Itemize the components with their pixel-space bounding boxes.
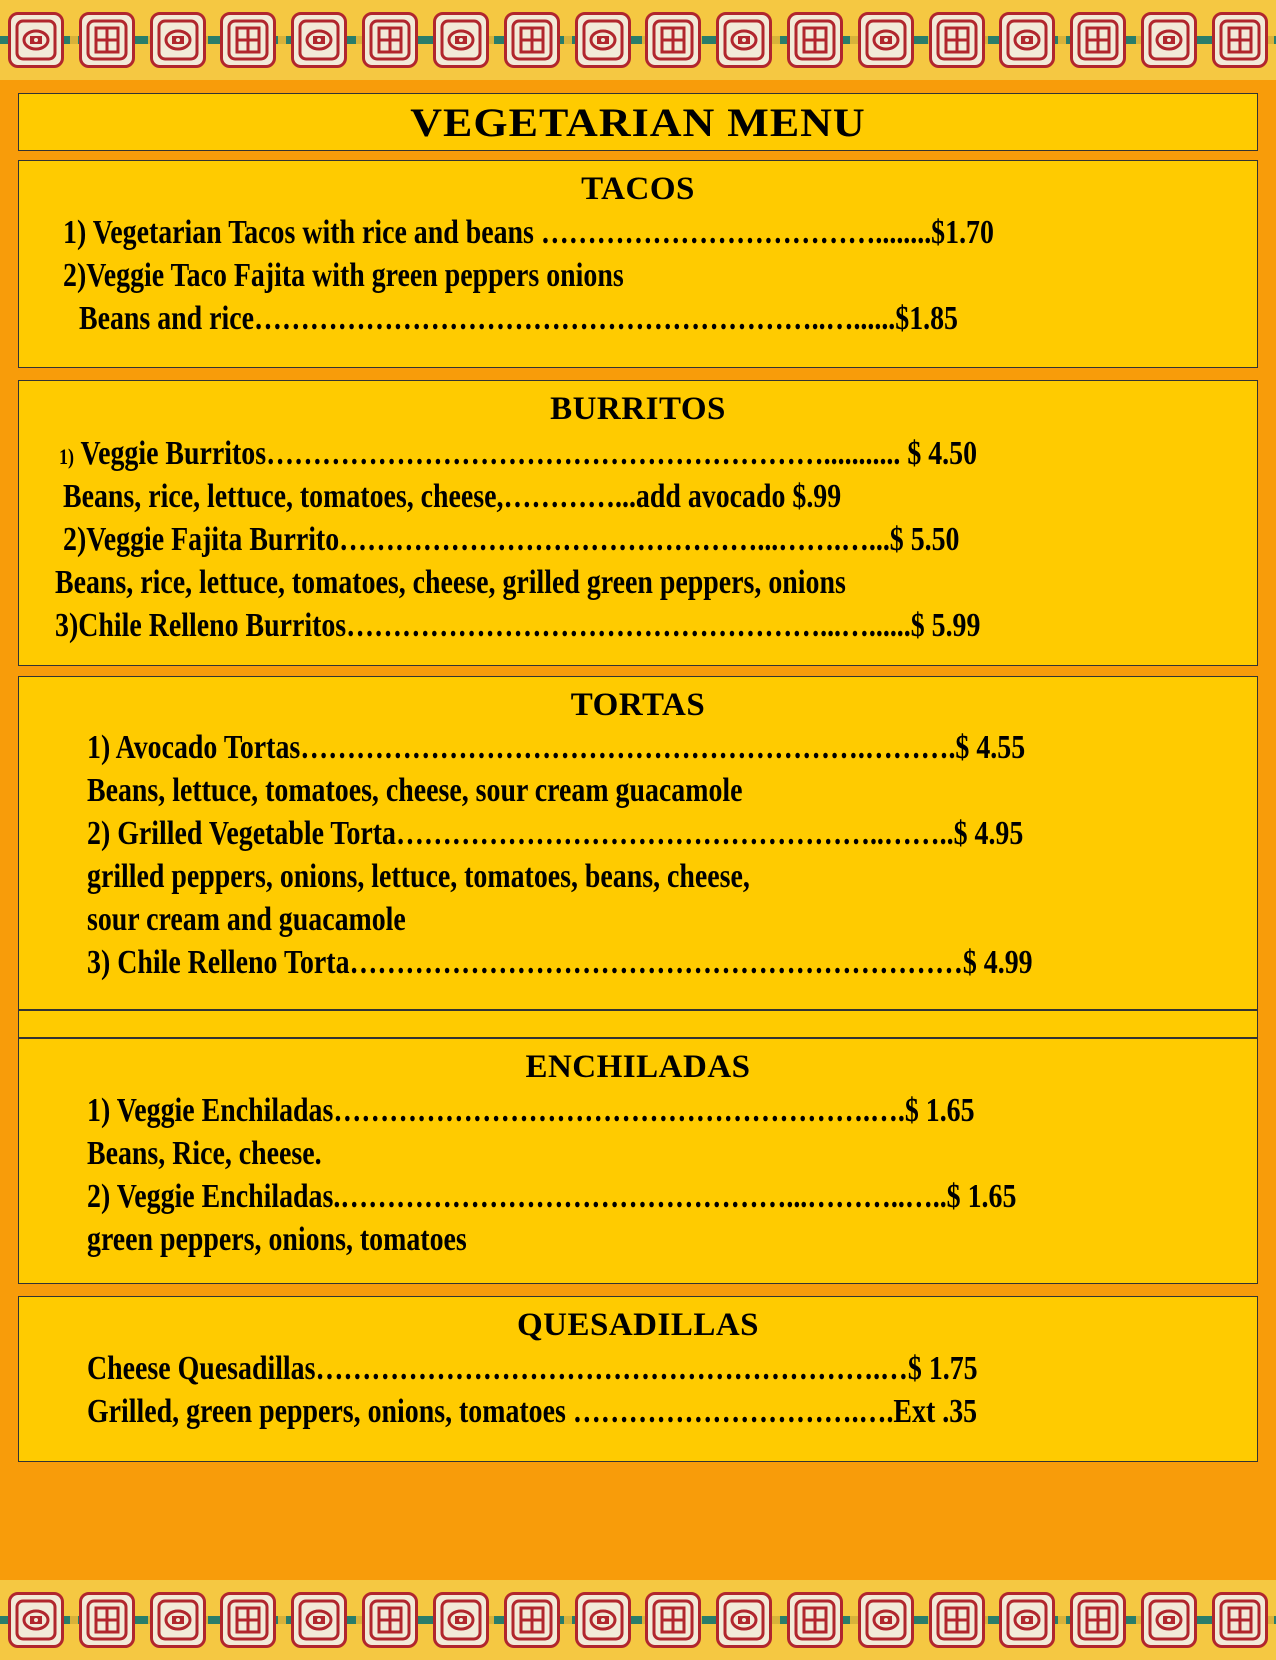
- aztec-glyph-icon: [8, 12, 64, 68]
- aztec-glyph-icon: [433, 12, 489, 68]
- menu-line: green peppers, onions, tomatoes: [87, 1221, 467, 1258]
- aztec-glyph-icon: [929, 12, 985, 68]
- section-heading-tacos: TACOS: [581, 171, 695, 207]
- menu-line: 2)Veggie Fajita Burrito………………………………………...…….…...$ 5.50: [63, 521, 960, 558]
- aztec-glyph-icon: [79, 1592, 135, 1648]
- menu-line: 2) Grilled Vegetable Torta……………………………………………..……..$ 4.95: [87, 815, 1024, 852]
- aztec-glyph-icon: [716, 1592, 772, 1648]
- menu-title-box: [18, 93, 1258, 151]
- aztec-glyph-icon: [150, 12, 206, 68]
- aztec-glyph-icon: [79, 12, 135, 68]
- aztec-glyph-icon: [999, 12, 1055, 68]
- aztec-glyph-icon: [929, 1592, 985, 1648]
- menu-line: Beans, Rice, cheese.: [87, 1135, 322, 1172]
- menu-line: Beans, rice, lettuce, tomatoes, cheese, grilled green peppers, onions: [55, 564, 846, 601]
- menu-line: sour cream and guacamole: [87, 901, 406, 938]
- aztec-glyph-icon: [291, 12, 347, 68]
- aztec-glyph-icon: [645, 1592, 701, 1648]
- aztec-glyph-icon: [1212, 12, 1268, 68]
- aztec-glyph-icon: [504, 12, 560, 68]
- section-heading-tortas: TORTAS: [570, 687, 706, 723]
- decorative-border-top: [0, 0, 1276, 80]
- section-quesadillas: [18, 1296, 1258, 1462]
- aztec-glyph-icon: [645, 12, 701, 68]
- aztec-glyph-icon: [220, 12, 276, 68]
- menu-line: 1) Avocado Tortas…………………………………………………….……….$ 4.55: [87, 729, 1026, 766]
- aztec-glyph-icon: [150, 1592, 206, 1648]
- aztec-glyph-icon: [1070, 12, 1126, 68]
- section-burritos: [18, 380, 1258, 666]
- menu-line: 3)Chile Relleno Burritos……………………………………………...…......$ 5.99: [55, 607, 981, 644]
- menu-line: Beans and rice……………………………………………………..…......$1.85: [79, 300, 959, 337]
- section-heading-enchiladas: ENCHILADAS: [525, 1049, 751, 1085]
- aztec-glyph-icon: [433, 1592, 489, 1648]
- section-enchiladas: [18, 1038, 1258, 1284]
- menu-title: VEGETARIAN MENU: [410, 99, 866, 145]
- menu-line: Beans, lettuce, tomatoes, cheese, sour cream guacamole: [87, 772, 743, 809]
- aztec-glyph-icon: [999, 1592, 1055, 1648]
- menu-line: Grilled, green peppers, onions, tomatoes ………………………….….Ext .35: [87, 1393, 978, 1430]
- section-divider: [18, 1010, 1258, 1038]
- menu-line: Beans, rice, lettuce, tomatoes, cheese,…………...add avocado $.99: [63, 478, 842, 515]
- item-text: Veggie Burritos……………………………………………………........... $ 4.50: [74, 435, 978, 472]
- aztec-glyph-icon: [787, 12, 843, 68]
- section-heading-quesadillas: QUESADILLAS: [516, 1307, 760, 1343]
- menu-line: 3) Chile Relleno Torta…………………………………………………………$ 4.99: [87, 944, 1033, 981]
- menu-line: 1) Vegetarian Tacos with rice and beans ………………………………........$1.70: [63, 214, 994, 251]
- aztec-glyph-icon: [1141, 1592, 1197, 1648]
- menu-line: Cheese Quesadillas…………………………………………………….…$ 1.75: [87, 1350, 978, 1387]
- menu-line: 2)Veggie Taco Fajita with green peppers onions: [63, 257, 624, 294]
- item-number: 1): [59, 444, 75, 469]
- aztec-glyph-icon: [362, 1592, 418, 1648]
- aztec-glyph-icon: [716, 12, 772, 68]
- aztec-glyph-icon: [858, 12, 914, 68]
- section-tortas: [18, 676, 1258, 1010]
- aztec-glyph-icon: [1070, 1592, 1126, 1648]
- menu-line: grilled peppers, onions, lettuce, tomatoes, beans, cheese,: [87, 858, 750, 895]
- aztec-glyph-icon: [362, 12, 418, 68]
- aztec-glyph-icon: [1212, 1592, 1268, 1648]
- aztec-glyph-icon: [8, 1592, 64, 1648]
- menu-line: [59, 437, 977, 471]
- aztec-glyph-icon: [291, 1592, 347, 1648]
- decorative-border-bottom: [0, 1580, 1276, 1660]
- menu-line: 2) Veggie Enchiladas.…………………………………………...………..…..$ 1.65: [87, 1178, 1017, 1215]
- aztec-glyph-icon: [858, 1592, 914, 1648]
- aztec-glyph-icon: [787, 1592, 843, 1648]
- aztec-glyph-icon: [220, 1592, 276, 1648]
- menu-line: 1) Veggie Enchiladas………………………………………………….….$ 1.65: [87, 1092, 975, 1129]
- section-tacos: [18, 160, 1258, 368]
- section-heading-burritos: BURRITOS: [550, 391, 726, 427]
- aztec-glyph-icon: [575, 1592, 631, 1648]
- aztec-glyph-icon: [575, 12, 631, 68]
- aztec-glyph-icon: [1141, 12, 1197, 68]
- aztec-glyph-icon: [504, 1592, 560, 1648]
